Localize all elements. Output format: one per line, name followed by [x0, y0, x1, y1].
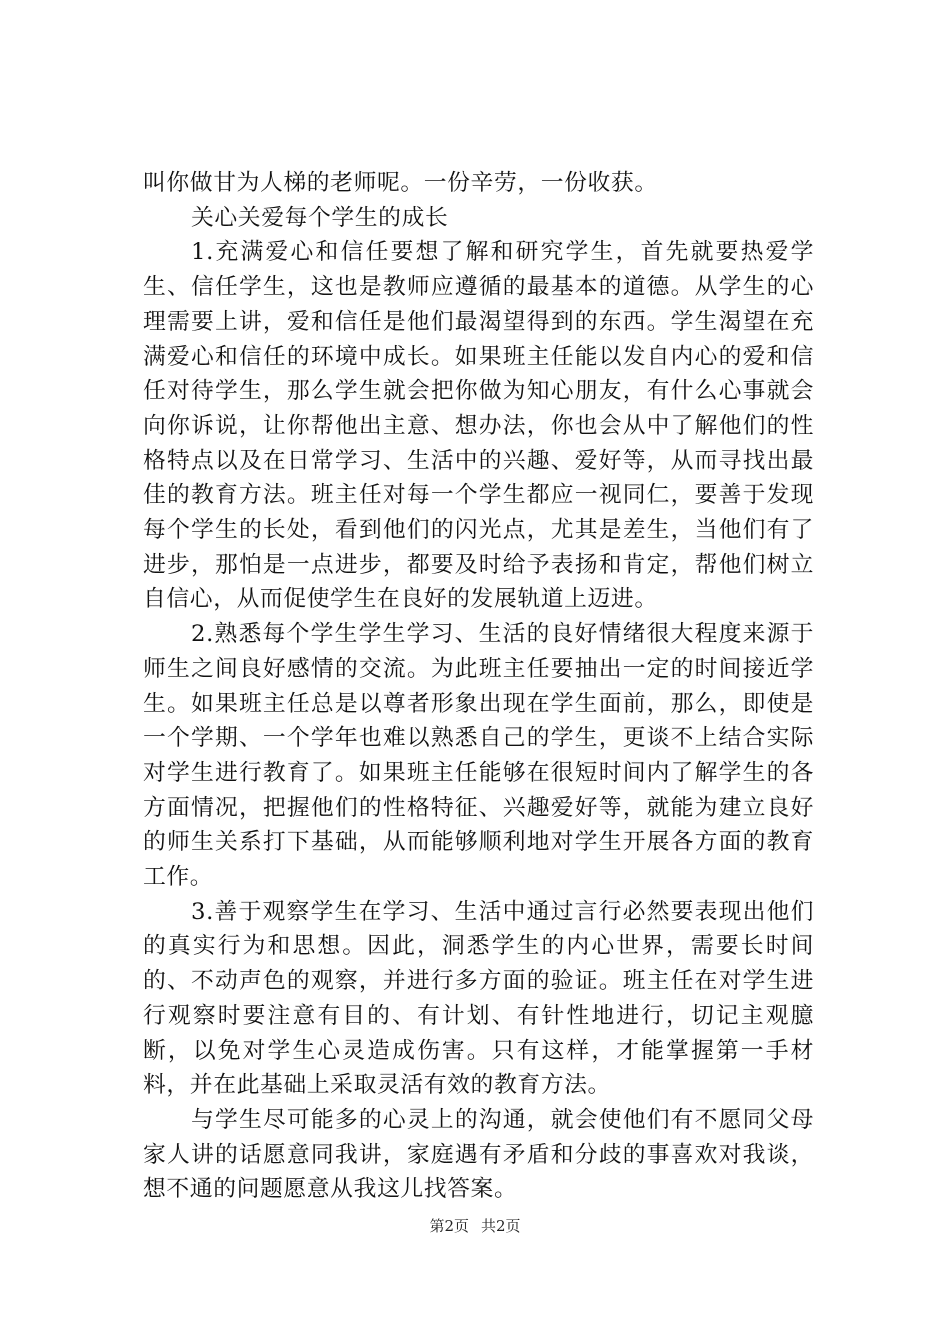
- page-footer: [0, 1216, 950, 1236]
- page-total: 共2页: [481, 1217, 521, 1235]
- page-number: 第2页: [429, 1217, 469, 1235]
- paragraph-communication: 与学生尽可能多的心灵上的沟通，就会使他们有不愿同父母家人讲的话愿意同我讲，家庭遇有矛盾和分歧的事喜欢对我谈，想不通的问题愿意从我这儿找答案。: [143, 1106, 814, 1203]
- paragraph-observe-students: 3.善于观察学生在学习、生活中通过言行必然要表现出他们的真实行为和思想。因此，洞悉学生的内心世界，需要长时间的、不动声色的观察，并进行多方面的验证。班主任在对学生进行观察时要注意有目的、有计划、有针性地进行，切记主观臆断，以免对学生心灵造成伤害。只有这样，才能掌握第一手材料，并在此基础上采取灵活有效的教育方法。: [143, 898, 814, 1099]
- paragraph-know-students: 2.熟悉每个学生学生学习、生活的良好情绪很大程度来源于师生之间良好感情的交流。为此班主任要抽出一定的时间接近学生。如果班主任总是以尊者形象出现在学生面前，那么，即使是一个学期、一个学年也难以熟悉自己的学生，更谈不上结合实际对学生进行教育了。如果班主任能够在很短时间内了解学生的各方面情况，把握他们的性格特征、兴趣爱好等，就能为建立良好的师生关系打下基础，从而能够顺利地对学生开展各方面的教育工作。: [143, 621, 814, 891]
- section-heading: 关心关爱每个学生的成长: [191, 204, 449, 231]
- paragraph-continuation: 叫你做甘为人梯的老师呢。一份辛劳，一份收获。: [143, 170, 658, 196]
- document-body: [143, 166, 814, 1207]
- paragraph-love-and-trust: 1.充满爱心和信任要想了解和研究学生，首先就要热爱学生、信任学生，这也是教师应遵循的最基本的道德。从学生的心理需要上讲，爱和信任是他们最渴望得到的东西。学生渴望在充满爱心和信任的环境中成长。如果班主任能以发自内心的爱和信任对待学生，那么学生就会把你做为知心朋友，有什么心事就会向你诉说，让你帮他出主意、想办法，你也会从中了解他们的性格特点以及在日常学习、生活中的兴趣、爱好等，从而寻找出最佳的教育方法。班主任对每一个学生都应一视同仁，要善于发现每个学生的长处，看到他们的闪光点，尤其是差生，当他们有了进步，那怕是一点进步，都要及时给予表扬和肯定，帮他们树立自信心，从而促使学生在良好的发展轨道上迈进。: [143, 239, 814, 613]
